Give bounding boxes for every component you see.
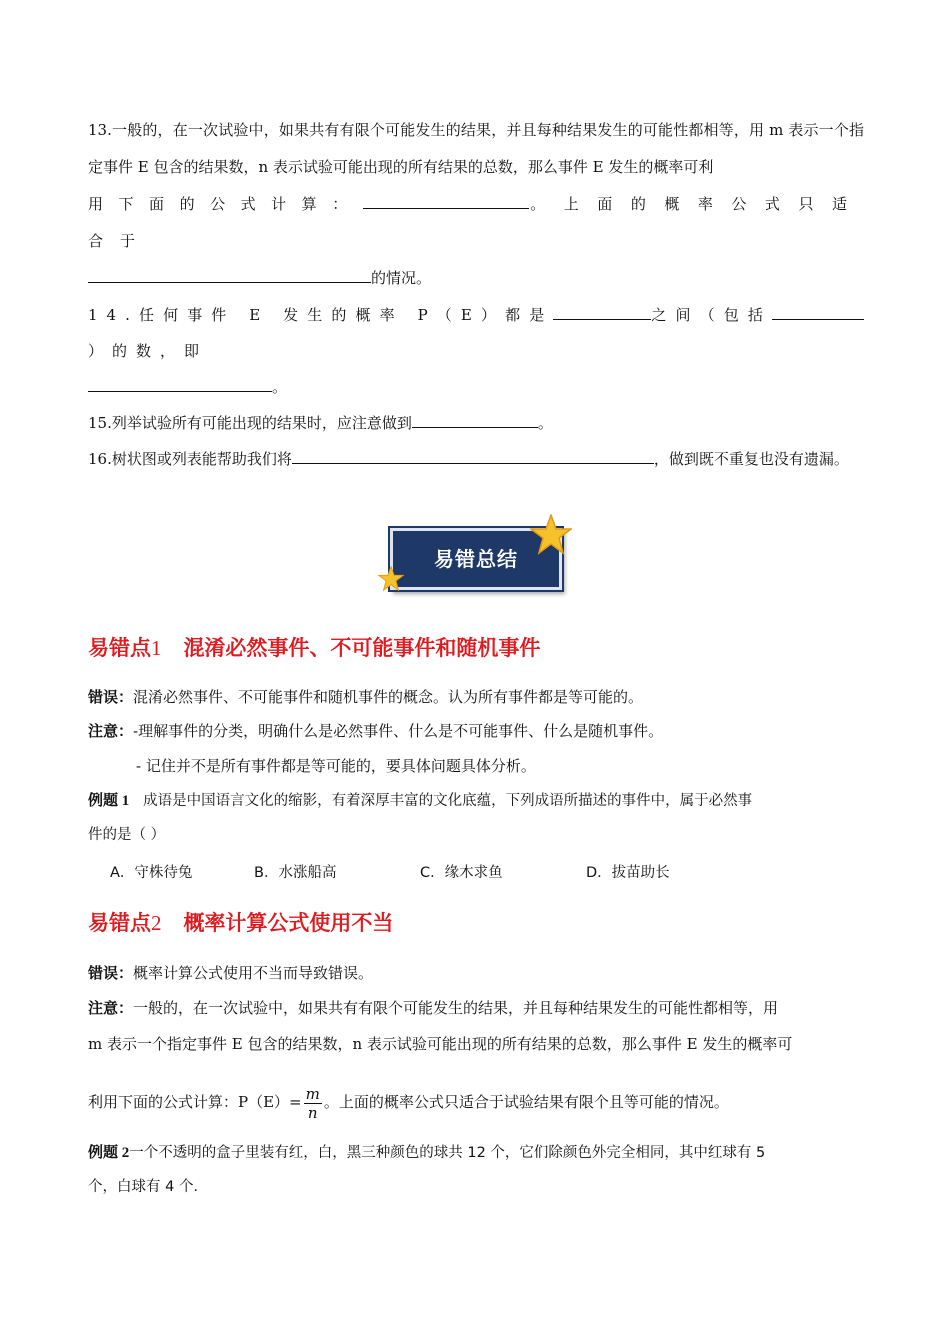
q15-blank[interactable] [412, 413, 538, 428]
note-label: 注意： [88, 999, 134, 1017]
q13-text-d: 的情况。 [371, 269, 432, 287]
question-14 [88, 297, 864, 405]
q14-text-a: 14.任何事件 E 发生的概率 P（E）都是 [88, 306, 554, 324]
point1-error [88, 680, 864, 714]
example-text: 一个不透明的盒子里装有红，白，黑三种颜色的球共 12 个，它们除颜色外完全相同，其中红球有 5 [129, 1145, 766, 1161]
q14-text-b: 之间（包括 [651, 306, 772, 324]
example-text: 成语是中国语言文化的缩影，有着深厚丰富的文化底蕴，下列成语所描述的事件中，属于必然事 [143, 793, 753, 809]
error-label: 错误： [88, 964, 134, 982]
question-16 [88, 441, 864, 477]
q14-text-c: ）的数，即 [88, 342, 209, 360]
error-label: 错误： [88, 688, 134, 706]
option-b[interactable]: B．水涨船高 [254, 865, 337, 881]
question-15 [88, 405, 864, 441]
q15-text-a: 15.列举试验所有可能出现的结果时，应注意做到 [88, 414, 412, 432]
example-label: 例题 1 [88, 793, 130, 809]
error-point-1-heading [88, 632, 540, 662]
star-icon [530, 514, 572, 556]
example-text: 个，白球有 4 个． [88, 1179, 208, 1195]
q13-text-b: 用下面的公式计算： [88, 195, 363, 213]
fraction-numerator: m [305, 1084, 320, 1103]
q16-text-b: ，做到既不重复也没有遗漏。 [653, 450, 849, 468]
point2-note [88, 990, 864, 1062]
option-c[interactable]: C．缘木求鱼 [420, 865, 503, 881]
q13-text-c: 。上面的概率公式只适合于 [88, 195, 864, 250]
q13-text-a: 13.一般的，在一次试验中，如果共有有限个可能发生的结果，并且每种结果发生的可能性都相等，用 m 表示一个指定事件 E 包含的结果数，n 表示试验可能出现的所有结果的总数，那么事件 E 发生的概率可利 [88, 121, 864, 176]
note-text: -理解事件的分类，明确什么是必然事件、什么是不可能事件、什么是随机事件。 [133, 722, 664, 740]
heading-num: 1 [151, 636, 162, 660]
note-text: 利用下面的公式计算：P（E）= [88, 1093, 302, 1111]
note-text: 一般的，在一次试验中，如果共有有限个可能发生的结果，并且每种结果发生的可能性都相等，用 [133, 999, 779, 1017]
point1-note-1 [88, 714, 864, 748]
q13-blank-formula[interactable] [363, 194, 529, 209]
q13-blank-condition[interactable] [88, 268, 371, 283]
option-d[interactable]: D．拔苗助长 [586, 865, 670, 881]
q14-blank-inequality[interactable] [88, 377, 272, 392]
summary-banner [378, 514, 578, 594]
heading-text: 混淆必然事件、不可能事件和随机事件 [183, 636, 541, 660]
error-point-2-heading [88, 907, 393, 937]
heading-prefix: 易错点 [88, 636, 151, 660]
banner-title: 易错总结 [390, 528, 562, 590]
example-1-options [110, 856, 886, 890]
fraction-denominator: n [307, 1103, 318, 1122]
example-text: 件的是（ ） [88, 827, 166, 843]
note-label: 注意： [88, 722, 134, 740]
example-label: 例题 2 [88, 1145, 130, 1161]
q14-blank-range[interactable] [553, 305, 651, 320]
note-text: m 表示一个指定事件 E 包含的结果数，n 表示试验可能出现的所有结果的总数，那么事件 E 发生的概率可 [88, 1035, 793, 1053]
heading-text: 概率计算公式使用不当 [183, 911, 394, 935]
q16-text-a: 16.树状图或列表能帮助我们将 [88, 450, 292, 468]
point1-note-2 [136, 749, 864, 783]
questions-section [88, 112, 864, 477]
q15-text-b: 。 [537, 414, 553, 432]
star-icon [378, 566, 404, 592]
q14-text-d: 。 [272, 378, 288, 396]
option-a[interactable]: A．守株待兔 [110, 865, 193, 881]
q16-blank[interactable] [292, 449, 654, 464]
heading-num: 2 [151, 911, 162, 935]
note-text: - 记住并不是所有事件都是等可能的，要具体问题具体分析。 [136, 757, 536, 775]
heading-prefix: 易错点 [88, 911, 151, 935]
example-2 [88, 1136, 864, 1204]
example-1 [88, 784, 864, 852]
note-text: 。上面的概率公式只适合于试验结果有限个且等可能的情况。 [323, 1093, 729, 1111]
probability-fraction [304, 1085, 322, 1122]
error-text: 混淆必然事件、不可能事件和随机事件的概念。认为所有事件都是等可能的。 [133, 688, 644, 706]
question-13 [88, 112, 864, 297]
error-text: 概率计算公式使用不当而导致错误。 [133, 964, 374, 982]
point2-formula-line [88, 1080, 864, 1124]
q14-blank-include[interactable] [772, 305, 864, 320]
point2-error [88, 956, 864, 990]
